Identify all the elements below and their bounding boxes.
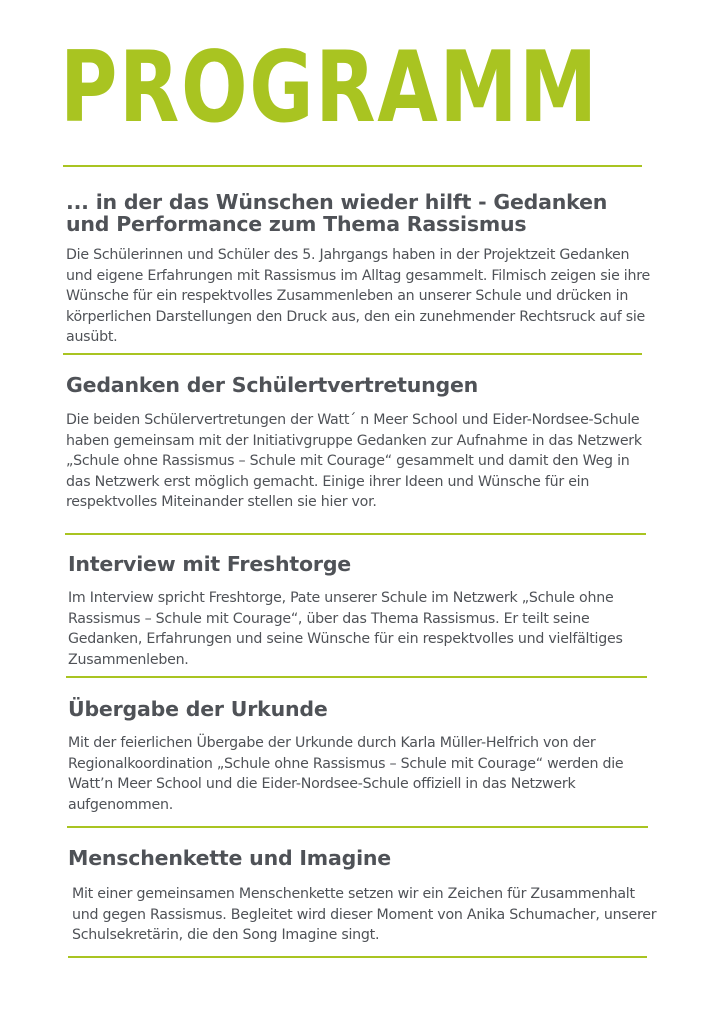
program-item-2 — [66, 374, 656, 513]
program-item-heading: Gedanken der Schülertvertretungen — [66, 373, 479, 397]
program-item-description: Die Schülerinnen und Schüler des 5. Jahrgangs haben in der Projektzeit Gedanken und eigene Erfahrungen mit Rassismus im Alltag gesammelt. Filmisch zeigen sie ihre Wünsche für ein respektvolles Zusammenleben an unserer Schule und drücken in körperlichen Darstellungen den Druck aus, den ein zunehmender Rechtsruck auf sie ausübt. — [66, 247, 650, 345]
program-item-1 — [66, 191, 656, 348]
program-item-description: Die beiden Schülervertretungen der Watt´ n Meer School und Eider-Nordsee-Schule haben gemeinsam mit der Initiativgruppe Gedanken zur Aufnahme in das Netzwerk „Schule ohne Rassismus – Schule mit Courage“ gesammelt und damit den Weg in das Netzwerk erst möglich gemacht. Einige ihrer Ideen und Wünsche für ein respektvolles Miteinander stellen sie hier vor. — [66, 412, 642, 510]
program-item-4 — [68, 698, 658, 815]
program-item-5 — [68, 847, 658, 946]
program-item-heading: Interview mit Freshtorge — [68, 552, 352, 576]
divider — [65, 533, 646, 535]
program-item-heading: Menschenkette und Imagine — [68, 846, 391, 870]
divider — [68, 956, 647, 958]
program-item-description: Mit der feierlichen Übergabe der Urkunde durch Karla Müller-Helfrich von der Regionalkoordination „Schule ohne Rassismus – Schule mit Courage“ werden die Watt’n Meer School und die Eider-Nordsee-Schule offiziell in das Netzwerk aufgenommen. — [68, 735, 624, 813]
program-item-heading: ... in der das Wünschen wieder hilft - Gedanken und Performance zum Thema Rassismus — [66, 190, 608, 236]
divider — [63, 353, 642, 355]
program-item-heading: Übergabe der Urkunde — [68, 697, 328, 721]
program-item-3 — [68, 553, 658, 670]
program-item-description: Im Interview spricht Freshtorge, Pate unserer Schule im Netzwerk „Schule ohne Rassismus – Schule mit Courage“, über das Thema Rassismus. Er teilt seine Gedanken, Erfahrungen und seine Wünsche für ein respektvolles und vielfältiges Zusammenleben. — [68, 590, 623, 668]
divider — [63, 165, 642, 167]
program-item-description: Mit einer gemeinsamen Menschenkette setzen wir ein Zeichen für Zusammenhalt und gegen Rassismus. Begleitet wird dieser Moment von Anika Schumacher, unserer Schulsekretärin, die den Song Imagine singt. — [72, 886, 657, 943]
divider — [67, 826, 648, 828]
page-title: PROGRAMM — [60, 31, 599, 145]
divider — [66, 676, 647, 678]
